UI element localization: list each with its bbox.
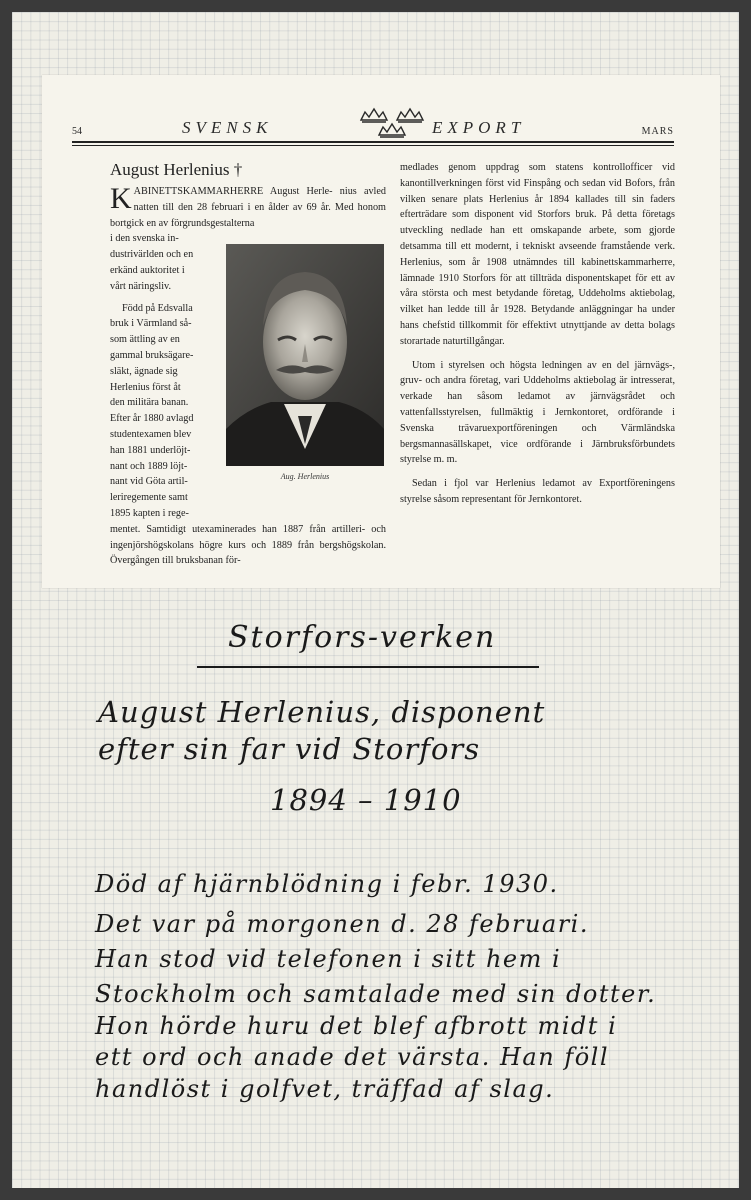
handwritten-title: Storfors-verken [228, 620, 497, 655]
article-title: August Herlenius † [110, 160, 243, 179]
right-paragraph-2: Utom i styrelsen och högsta ledningen av en del järnvägs-, gruv- och andra företag, vari Uddeholms aktiebolag är intresserat, verkade han såsom ledamot av järnvägsrådet och vattenfallsstyrelsen, fullmäktig i Jernkontoret, ordförande i Svenska trävaruexportföreningen och Värmländska bergsmannasällskapet, vice ordförande i Järnbruksförbundets styrelse m. m. [400, 359, 675, 466]
title-underline [197, 666, 539, 668]
narrow-text-block [110, 231, 220, 521]
header-rule [72, 141, 674, 143]
text-line: leriregemente samt [110, 492, 188, 504]
text-line: nant vid Göta artil- [110, 476, 188, 488]
handwritten-line: August Herlenius, disponent [98, 695, 546, 729]
masthead-left: SVENSK [182, 118, 273, 137]
text-line: som ättling av en [110, 334, 180, 346]
text-line: den militära banan. [110, 397, 189, 409]
handwritten-note-line: Han stod vid telefonen i sitt hem i [95, 945, 562, 973]
article-right-column [400, 160, 675, 516]
text-line: vårt näringsliv. [110, 280, 172, 292]
text-line: gammal bruksägare- [110, 349, 194, 361]
text-line: i den svenska in- [110, 233, 179, 245]
text-line: bruk i Värmland så- [110, 318, 192, 330]
handwritten-years: 1894 – 1910 [270, 783, 462, 817]
handwritten-note-line: Stockholm och samtalade med sin dotter. [95, 980, 657, 1008]
text-line: släkt, ägnade sig [110, 365, 178, 377]
masthead [72, 118, 674, 148]
handwritten-note-line: Det var på morgonen d. 28 februari. [95, 910, 589, 938]
text-line: han 1881 underlöjt- [110, 444, 191, 456]
handwritten-line: efter sin far vid Storfors [98, 732, 481, 766]
handwritten-note-line: ett ord och anade det värsta. Han föll [95, 1043, 609, 1071]
portrait-photo [226, 244, 384, 466]
issue-month: MARS [641, 126, 674, 137]
text-line: 1895 kapten i rege- [110, 507, 189, 519]
lead-upper: ABINETTSKAMMARHERRE August Herle- [133, 186, 333, 197]
handwritten-note-line: Död af hjärnblödning i febr. 1930. [95, 870, 559, 898]
text-line: Herlenius först åt [110, 381, 181, 393]
lead-text: nius avled natten till den 28 februari i en ålder av 69 år. Med honom bortgick en av förgrundsgestalterna [110, 186, 387, 229]
drop-cap: K [110, 182, 132, 215]
page-number: 54 [72, 126, 82, 137]
text-line: studentexamen blev [110, 428, 192, 440]
handwritten-note-line: handlöst i golfvet, träffad af slag. [95, 1075, 555, 1103]
handwritten-note-line: Hon hörde huru det blef afbrott midt i [95, 1012, 618, 1040]
text-line: Efter år 1880 avlagd [110, 413, 194, 425]
three-crowns-icon [357, 106, 427, 140]
text-line: nant och 1889 löjt- [110, 460, 188, 472]
photo-caption: Aug. Herlenius [280, 472, 330, 481]
text-line: erkänd auktoritet i [110, 264, 185, 276]
right-paragraph-3: Sedan i fjol var Herlenius ledamot av Exportföreningens styrelse såsom representant för Jernkontoret. [400, 478, 675, 505]
left-tail-paragraph: mentet. Samtidigt utexaminerades han 1887 från artilleri- och ingenjörshögskolans högre kurs och 1889 från bergshögskolan. Övergången till bruksbanan för- [110, 523, 386, 567]
text-line: Född på Edsvalla [122, 302, 193, 314]
right-paragraph-1: medlades genom uppdrag som statens kontrollofficer vid kanontillverkningen först vid Finspång och sedan vid Bofors, från vilken senare plats Herlenius år 1894 kallades till sin faders efterträdare som disponent vid Storfors bruk. På detta företags utveckling nedlade han ett omskapande arbete, som gjorde detsamma till ett modernt, i tekniskt avseende framstående verk. Herlenius, som år 1908 utnämndes till kabinettskammarherre, lämnade 1910 Storfors för att tillträda disponentskapet för ett av våra största och mest betydande företag, Uddeholms aktiebolag, vilket han ledde till år 1928. Betydande anläggningar ha under hans chefstid tillkommit för effektivt utnyttjande av detta bolags storartade naturtillgångar. [400, 162, 675, 347]
header-rule-thin [72, 145, 674, 146]
text-line: dustrivärlden och en [110, 249, 194, 261]
masthead-right: EXPORT [432, 118, 526, 137]
